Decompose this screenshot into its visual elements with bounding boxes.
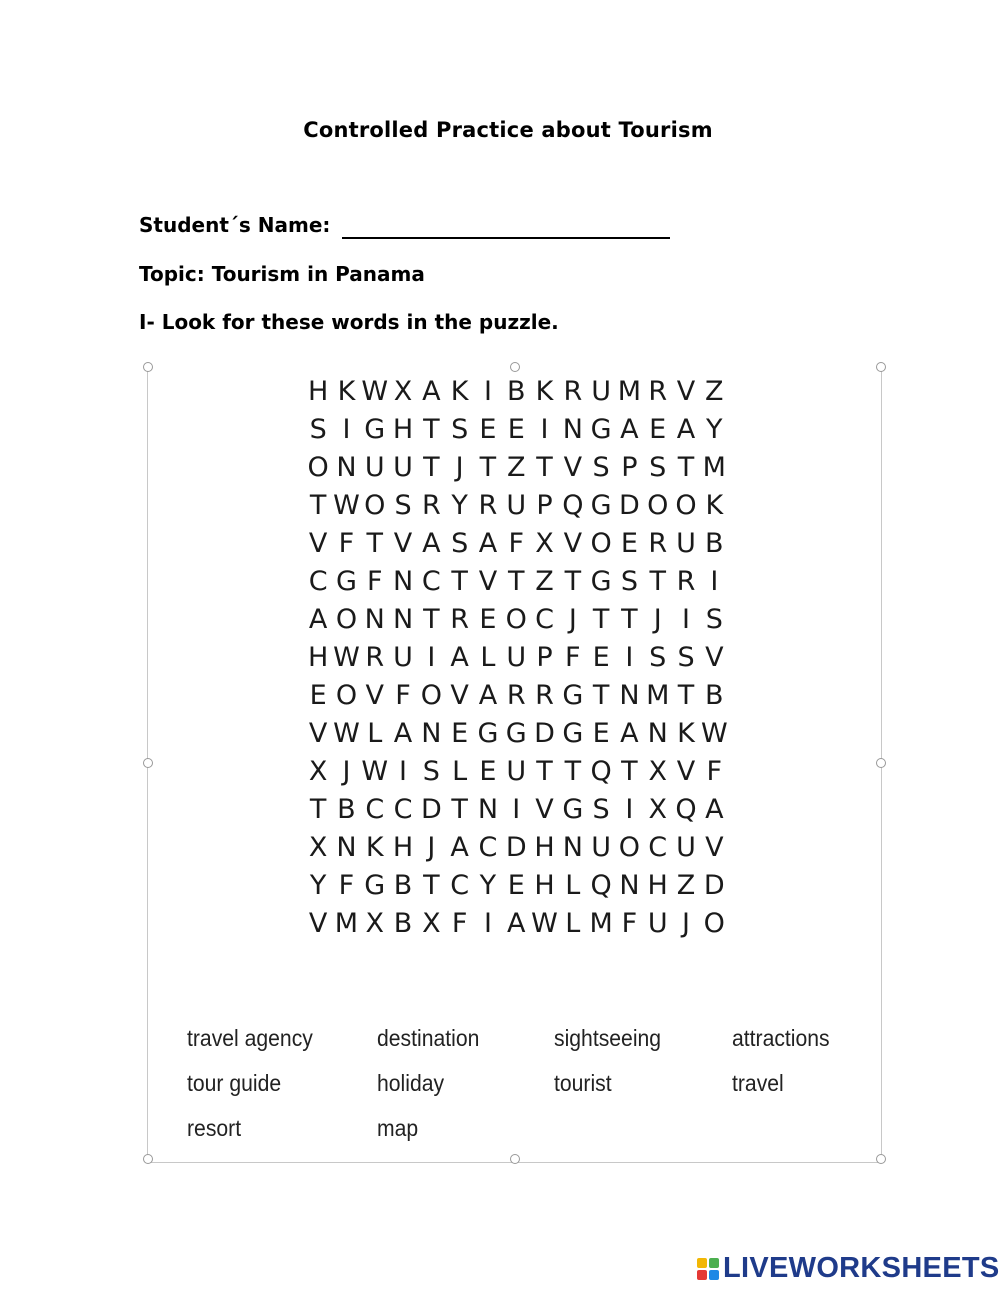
logo-square (697, 1258, 707, 1268)
grid-letter: O (675, 490, 697, 521)
grid-letter: I (625, 794, 634, 825)
page-title: Controlled Practice about Tourism (303, 118, 713, 142)
frame-handle-top-left (143, 362, 153, 372)
grid-letter: T (423, 604, 440, 635)
topic-line: Topic: Tourism in Panama (139, 262, 425, 286)
grid-letter: Q (590, 870, 612, 901)
grid-letter: T (677, 452, 695, 483)
grid-letter: N (562, 414, 583, 445)
grid-letter: V (676, 376, 696, 407)
grid-letter: L (452, 756, 468, 787)
grid-letter: T (451, 794, 468, 825)
grid-letter: T (366, 528, 383, 559)
grid-letter: O (335, 680, 358, 711)
word-bank-item: tour guide (187, 1070, 282, 1096)
grid-letter: O (335, 604, 358, 635)
grid-letter: E (649, 414, 667, 445)
grid-letter: A (450, 832, 469, 863)
grid-letter: Y (309, 870, 327, 901)
grid-letter: N (336, 452, 357, 483)
grid-letter: T (592, 604, 610, 635)
grid-letter: F (366, 566, 383, 597)
grid-letter: P (536, 490, 553, 521)
grid-letter: U (591, 832, 611, 863)
frame-handle-bottom-mid (510, 1154, 520, 1164)
grid-letter: F (395, 680, 411, 711)
grid-letter: T (621, 604, 638, 635)
word-bank-item: holiday (377, 1070, 445, 1096)
grid-letter: T (423, 870, 440, 901)
grid-letter: V (478, 566, 498, 597)
grid-letter: O (420, 680, 442, 711)
grid-letter: U (591, 376, 611, 407)
student-name-label: Student´s Name: (139, 213, 331, 237)
grid-letter: I (399, 756, 408, 787)
grid-letter: V (705, 832, 724, 863)
grid-letter: H (392, 414, 414, 445)
grid-letter: M (334, 908, 359, 939)
grid-letter: A (620, 718, 639, 749)
grid-letter: T (451, 566, 468, 597)
grid-letter: G (335, 566, 357, 597)
grid-letter: B (393, 908, 413, 939)
grid-letter: V (563, 528, 583, 559)
grid-letter: U (676, 528, 696, 559)
logo-square (697, 1270, 707, 1280)
grid-letter: M (646, 680, 670, 711)
grid-letter: U (506, 642, 527, 673)
grid-letter: I (682, 604, 690, 635)
grid-letter: T (564, 756, 582, 787)
grid-letter: E (592, 718, 610, 749)
grid-letter: F (451, 908, 468, 939)
grid-letter: T (507, 566, 525, 597)
grid-letter: N (392, 604, 414, 635)
grid-letter: W (333, 642, 360, 673)
grid-letter: V (705, 642, 724, 673)
grid-letter: R (648, 528, 668, 559)
grid-letter: T (536, 756, 553, 787)
grid-letter: K (450, 376, 469, 407)
frame-handle-bottom-right (876, 1154, 886, 1164)
grid-letter: F (621, 908, 638, 939)
word-search-grid (304, 373, 728, 943)
grid-letter: B (705, 528, 724, 559)
grid-letter: A (676, 414, 696, 445)
grid-letter: X (535, 528, 554, 559)
grid-letter: A (620, 414, 639, 445)
grid-letter: P (621, 452, 638, 483)
grid-letter: R (450, 604, 470, 635)
grid-letter: P (536, 642, 553, 673)
grid-letter: M (702, 452, 726, 483)
grid-letter: E (507, 870, 525, 901)
grid-letter: J (455, 452, 464, 483)
grid-letter: E (309, 680, 327, 711)
grid-letter: R (365, 642, 385, 673)
grid-letter: T (564, 566, 582, 597)
word-bank-item: sightseeing (554, 1025, 662, 1051)
grid-letter: E (592, 642, 610, 673)
grid-letter: Q (562, 490, 584, 521)
word-bank-item: attractions (732, 1025, 830, 1051)
grid-letter: C (365, 794, 385, 825)
grid-letter: X (648, 756, 667, 787)
grid-letter: K (705, 490, 724, 521)
liveworksheets-logo[interactable] (697, 1252, 1000, 1285)
grid-letter: Z (506, 452, 526, 483)
grid-letter: T (309, 794, 327, 825)
grid-letter: A (478, 680, 498, 711)
grid-letter: F (338, 870, 355, 901)
grid-letter: Y (479, 870, 497, 901)
grid-letter: N (477, 794, 499, 825)
frame-handle-mid-left (143, 758, 153, 768)
grid-letter: A (506, 908, 526, 939)
grid-letter: R (563, 376, 583, 407)
grid-letter: C (648, 832, 668, 863)
grid-letter: J (568, 604, 577, 635)
grid-letter: G (562, 718, 584, 749)
grid-letter: N (619, 680, 640, 711)
grid-letter: T (309, 490, 327, 521)
grid-letter: V (393, 528, 413, 559)
grid-letter: C (450, 870, 470, 901)
grid-letter: W (333, 718, 360, 749)
grid-letter: I (483, 376, 492, 407)
grid-letter: O (307, 452, 329, 483)
logo-mark-icon (697, 1258, 719, 1280)
grid-letter: E (479, 414, 497, 445)
grid-letter: U (393, 452, 413, 483)
grid-letter: R (535, 680, 554, 711)
grid-letter: T (649, 566, 666, 597)
logo-square (709, 1270, 719, 1280)
word-bank-item: travel agency (187, 1025, 313, 1051)
grid-letter: R (648, 376, 668, 407)
grid-letter: X (308, 756, 328, 787)
grid-letter: N (421, 718, 442, 749)
grid-letter: N (392, 566, 414, 597)
grid-letter: R (676, 566, 696, 597)
grid-letter: A (308, 604, 328, 635)
grid-letter: G (562, 680, 584, 711)
grid-letter: A (422, 376, 441, 407)
grid-letter: S (451, 528, 469, 559)
grid-letter: S (592, 452, 610, 483)
grid-letter: L (480, 642, 496, 673)
grid-letter: A (478, 528, 498, 559)
grid-letter: G (590, 566, 612, 597)
grid-letter: I (342, 414, 351, 445)
grid-letter: V (308, 718, 328, 749)
grid-letter: T (479, 452, 497, 483)
grid-letter: L (367, 718, 383, 749)
grid-letter: K (337, 376, 356, 407)
frame-handle-top-right (876, 362, 886, 372)
grid-letter: B (506, 376, 526, 407)
grid-letter: S (422, 756, 440, 787)
grid-letter: U (506, 490, 527, 521)
grid-letter: G (364, 870, 386, 901)
grid-letter: N (364, 604, 385, 635)
grid-letter: Z (535, 566, 554, 597)
grid-letter: K (535, 376, 554, 407)
grid-letter: Q (590, 756, 612, 787)
grid-letter: W (700, 718, 728, 749)
grid-letter: F (508, 528, 524, 559)
grid-letter: D (505, 832, 527, 863)
grid-letter: C (393, 794, 413, 825)
word-bank-item: resort (187, 1115, 242, 1141)
grid-letter: Q (675, 794, 697, 825)
grid-letter: W (531, 908, 558, 939)
grid-letter: J (342, 756, 351, 787)
grid-letter: W (333, 490, 360, 521)
grid-letter: C (478, 832, 498, 863)
grid-letter: T (536, 452, 553, 483)
grid-letter: K (677, 718, 695, 749)
frame-handle-mid-right (876, 758, 886, 768)
grid-letter: T (677, 680, 695, 711)
grid-letter: H (534, 870, 555, 901)
grid-letter: X (422, 908, 441, 939)
grid-letter: R (421, 490, 441, 521)
grid-letter: T (592, 680, 610, 711)
grid-letter: R (478, 490, 498, 521)
grid-letter: I (710, 566, 719, 597)
word-bank-item: map (377, 1115, 419, 1141)
grid-letter: S (620, 566, 638, 597)
grid-letter: X (365, 908, 384, 939)
grid-letter: V (563, 452, 583, 483)
grid-letter: M (617, 376, 642, 407)
grid-letter: D (420, 794, 442, 825)
grid-letter: N (647, 718, 668, 749)
grid-letter: C (535, 604, 554, 635)
grid-letter: G (562, 794, 584, 825)
grid-letter: O (590, 528, 612, 559)
grid-letter: Y (706, 414, 723, 445)
grid-letter: I (427, 642, 436, 673)
grid-letter: H (647, 870, 668, 901)
grid-letter: G (477, 718, 499, 749)
grid-letter: H (307, 642, 329, 673)
brand-name: LIVEWORKSHEETS (723, 1252, 1000, 1284)
grid-letter: E (620, 528, 638, 559)
grid-letter: S (677, 642, 695, 673)
grid-letter: S (705, 604, 723, 635)
grid-letter: S (649, 452, 667, 483)
grid-letter: V (308, 908, 328, 939)
grid-letter: L (565, 870, 581, 901)
grid-letter: I (483, 908, 492, 939)
grid-letter: R (506, 680, 526, 711)
grid-letter: E (451, 718, 469, 749)
grid-letter: O (647, 490, 669, 521)
grid-letter: L (565, 908, 581, 939)
grid-letter: A (422, 528, 441, 559)
grid-letter: V (308, 528, 328, 559)
grid-letter: B (705, 680, 724, 711)
grid-letter: U (506, 756, 527, 787)
grid-letter: V (450, 680, 469, 711)
grid-letter: U (393, 642, 413, 673)
grid-letter: H (307, 376, 329, 407)
grid-letter: C (421, 566, 441, 597)
instruction-line: I- Look for these words in the puzzle. (139, 310, 559, 334)
grid-letter: S (649, 642, 667, 673)
grid-letter: X (393, 376, 413, 407)
grid-letter: S (394, 490, 412, 521)
grid-letter: D (534, 718, 555, 749)
grid-letter: S (451, 414, 469, 445)
grid-letter: S (592, 794, 610, 825)
grid-letter: A (705, 794, 724, 825)
grid-letter: D (619, 490, 640, 521)
grid-letter: A (450, 642, 469, 673)
grid-letter: W (361, 756, 389, 787)
frame-handle-bottom-left (143, 1154, 153, 1164)
grid-letter: V (676, 756, 696, 787)
grid-letter: G (364, 414, 386, 445)
grid-letter: O (364, 490, 386, 521)
grid-letter: E (479, 756, 497, 787)
grid-letter: N (336, 832, 357, 863)
grid-letter: J (682, 908, 690, 939)
grid-letter: F (338, 528, 355, 559)
grid-letter: F (565, 642, 581, 673)
grid-letter: B (393, 870, 413, 901)
grid-letter: A (393, 718, 413, 749)
grid-letter: M (589, 908, 613, 939)
grid-letter: U (364, 452, 385, 483)
grid-letter: N (619, 870, 640, 901)
grid-letter: H (392, 832, 414, 863)
grid-letter: S (309, 414, 327, 445)
grid-letter: V (535, 794, 554, 825)
grid-letter: B (337, 794, 356, 825)
grid-letter: X (648, 794, 667, 825)
student-name-line[interactable] (342, 237, 670, 239)
grid-letter: I (512, 794, 521, 825)
grid-letter: G (590, 414, 612, 445)
grid-letter: E (507, 414, 525, 445)
grid-letter: Z (705, 376, 724, 407)
grid-letter: V (365, 680, 384, 711)
grid-letter: Y (451, 490, 468, 521)
grid-letter: G (590, 490, 612, 521)
word-bank-item: travel (732, 1070, 784, 1096)
frame-handle-top-mid (510, 362, 520, 372)
grid-letter: J (427, 832, 436, 863)
grid-letter: F (706, 756, 723, 787)
grid-letter: U (676, 832, 696, 863)
grid-letter: U (647, 908, 668, 939)
grid-letter: D (703, 870, 725, 901)
grid-letter: I (625, 642, 634, 673)
grid-letter: T (423, 452, 440, 483)
grid-letter: X (308, 832, 328, 863)
grid-letter: N (562, 832, 583, 863)
grid-letter: T (621, 756, 638, 787)
grid-letter: O (618, 832, 641, 863)
grid-letter: J (653, 604, 662, 635)
grid-letter: O (703, 908, 725, 939)
grid-letter: G (505, 718, 527, 749)
grid-letter: I (540, 414, 549, 445)
grid-letter: C (308, 566, 328, 597)
grid-letter: H (534, 832, 555, 863)
grid-letter: T (423, 414, 440, 445)
grid-letter: K (365, 832, 384, 863)
word-bank-item: tourist (554, 1070, 612, 1096)
word-bank-item: destination (377, 1025, 480, 1051)
grid-letter: O (505, 604, 527, 635)
logo-square (709, 1258, 719, 1268)
grid-letter: W (361, 376, 389, 407)
grid-letter: Z (676, 870, 696, 901)
grid-letter: E (479, 604, 497, 635)
